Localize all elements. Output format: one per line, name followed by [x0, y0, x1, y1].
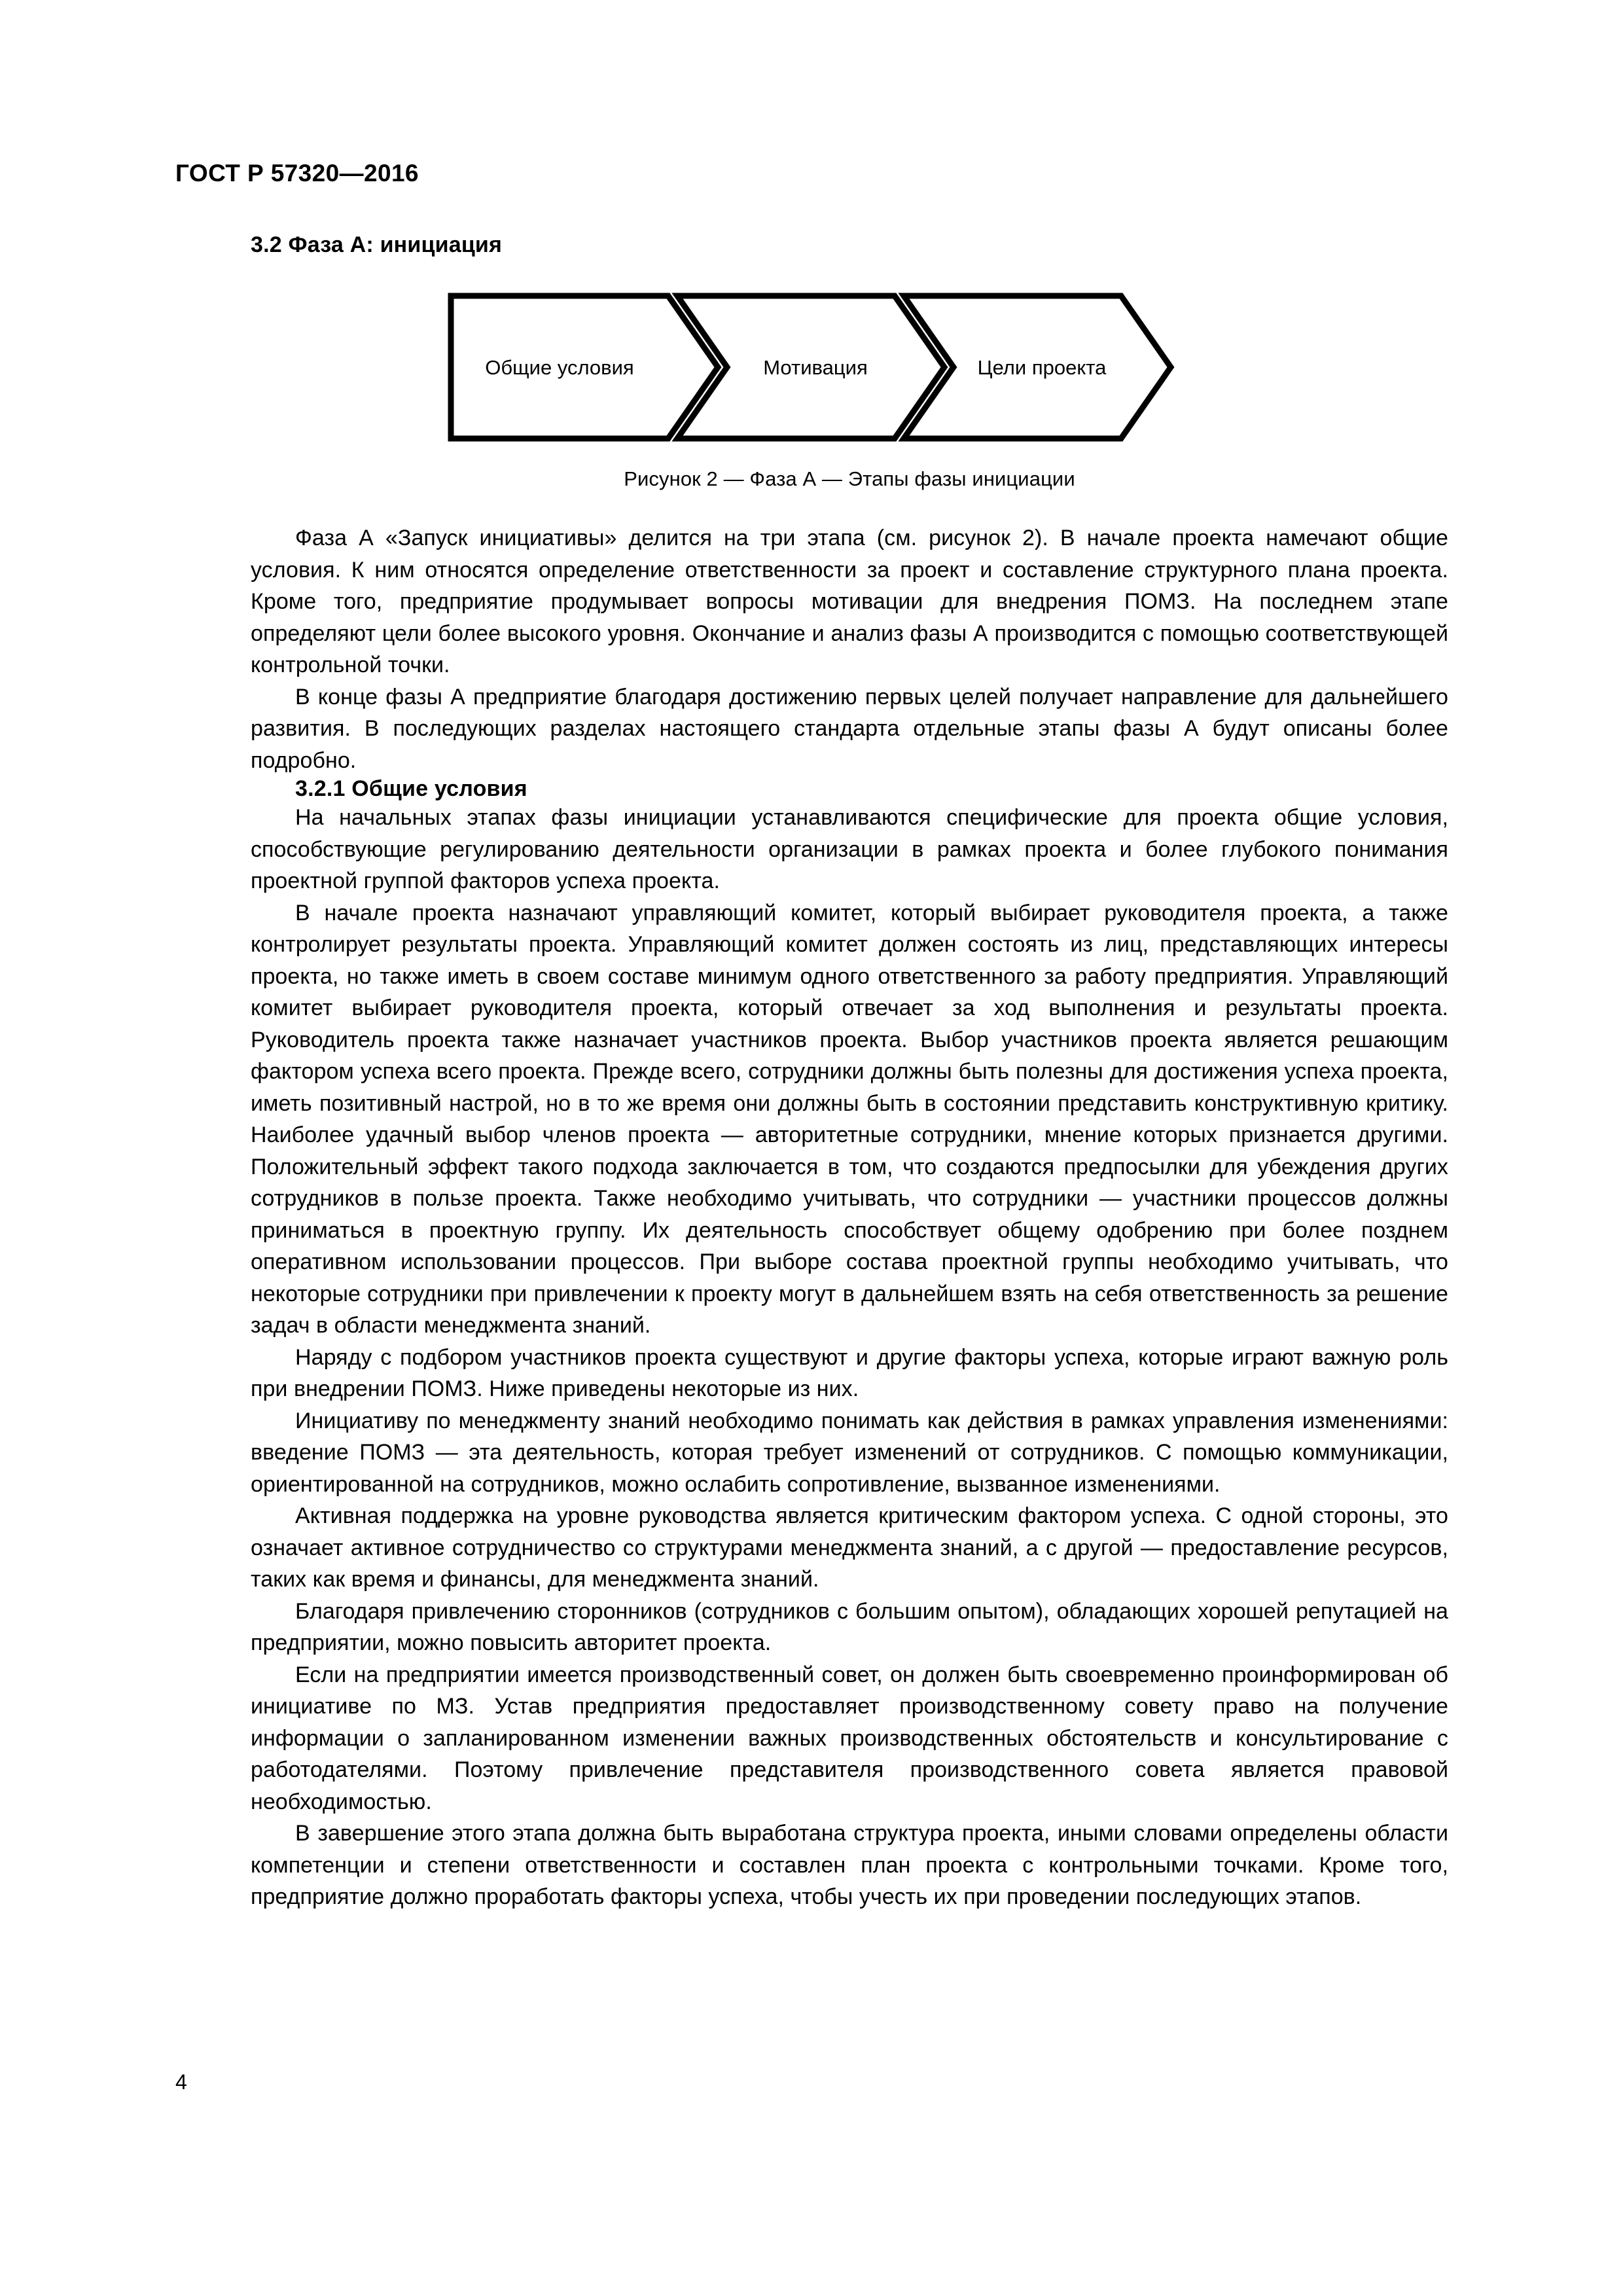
- paragraph-3: На начальных этапах фазы инициации устанавливаются специфические для проекта общие условия, способствующие регулированию деятельности организации в рамках проекта и более глубокого понимания проектной группой факторов успеха проекта.: [251, 805, 1448, 893]
- figure-caption: Рисунок 2 — Фаза А — Этапы фазы инициации: [624, 467, 1075, 490]
- stage-label-1: Общие условия: [485, 356, 634, 379]
- paragraph-1: Фаза А «Запуск инициативы» делится на три этапа (см. рисунок 2). В начале проекта намечают общие условия. К ним относятся определение ответственности за проект и составление структурного плана проекта. Кроме того, предприятие продумывает вопросы мотивации для внедрения ПОМЗ. На последнем этапе определяют цели более высокого уровня. Окончание и анализ фазы А производится с помощью соответствующей контрольной точки.: [251, 526, 1448, 677]
- page-number: 4: [175, 2070, 187, 2094]
- stage-label-2: Мотивация: [763, 356, 868, 379]
- subsection-heading-3-2-1: 3.2.1 Общие условия: [295, 776, 527, 801]
- paragraph-4: В начале проекта назначают управляющий комитет, который выбирает руководителя проекта, а также контролирует результаты проекта. Управляющий комитет должен состоять из лиц, представляющих интересы проекта, но также иметь в своем составе минимум одного ответственного за работу предприятия. Управляющий комитет выбирает руководителя проекта, который отвечает за ход выполнения и результаты проекта. Руководитель проекта также назначает участников проекта. Выбор участников проекта является решающим фактором успеха всего проекта. Прежде всего, сотрудники должны быть полезны для достижения успеха проекта, иметь позитивный настрой, но в то же время они должны быть в состоянии представить конструктивную критику. Наиболее удачный выбор членов проекта — авторитетные сотрудники, мнение которых признается другими. Положительный эффект такого подхода заключается в том, что создаются предпосылки для убеждения других сотрудников в пользе проекта. Также необходимо учитывать, что сотрудники — участники процессов должны приниматься в проектную группу. Их деятельность способствует общему одобрению при более позднем оперативном использовании процессов. При выборе состава проектной группы необходимо учитывать, что некоторые сотрудники при привлечении к проекту могут в дальнейшем взять на себя ответственность за решение задач в области менеджмента знаний.: [251, 900, 1448, 1338]
- stage-label-3: Цели проекта: [977, 356, 1107, 379]
- phase-a-stages-diagram: [447, 292, 1252, 442]
- page-content: [251, 232, 1448, 1913]
- paragraph-2: В конце фазы А предприятие благодаря достижению первых целей получает направление для дальнейшего развития. В последующих разделах настоящего стандарта отдельные этапы фазы А будут описаны более подробно.: [251, 684, 1448, 773]
- figure-2: [251, 292, 1448, 442]
- paragraph-5: Наряду с подбором участников проекта существуют и другие факторы успеха, которые играют важную роль при внедрении ПОМЗ. Ниже приведены некоторые из них.: [251, 1344, 1448, 1401]
- running-header-standard-code: ГОСТ Р 57320—2016: [175, 160, 419, 187]
- section-heading-3-2: 3.2 Фаза А: инициация: [251, 232, 503, 257]
- paragraph-10: В завершение этого этапа должна быть выработана структура проекта, иными словами определены области компетенции и степени ответственности и составлен план проекта с контрольными точками. Кроме того, предприятие должно проработать факторы успеха, чтобы учесть их при проведении последующих этапов.: [251, 1821, 1448, 1909]
- paragraph-6: Инициативу по менеджменту знаний необходимо понимать как действия в рамках управления изменениями: введение ПОМЗ — эта деятельность, которая требует изменений от сотрудников. С помощью коммуникации, ориентированной на сотрудников, можно ослабить сопротивление, вызванное изменениями.: [251, 1408, 1448, 1497]
- paragraph-9: Если на предприятии имеется производственный совет, он должен быть своевременно проинформирован об инициативе по МЗ. Устав предприятия предоставляет производственному совету право на получение информации о запланированном изменении важных производственных обстоятельств и консультирование с работодателями. Поэтому привлечение представителя производственного совета является правовой необходимостью.: [251, 1662, 1448, 1814]
- process-diagram-wrapper: [447, 292, 1252, 442]
- paragraph-8: Благодаря привлечению сторонников (сотрудников с большим опытом), обладающих хорошей репутацией на предприятии, можно повысить авторитет проекта.: [251, 1598, 1448, 1655]
- paragraph-7: Активная поддержка на уровне руководства является критическим фактором успеха. С одной стороны, это означает активное сотрудничество со структурами менеджмента знаний, а с другой — предоставление ресурсов, таких как время и финансы, для менеджмента знаний.: [251, 1503, 1448, 1592]
